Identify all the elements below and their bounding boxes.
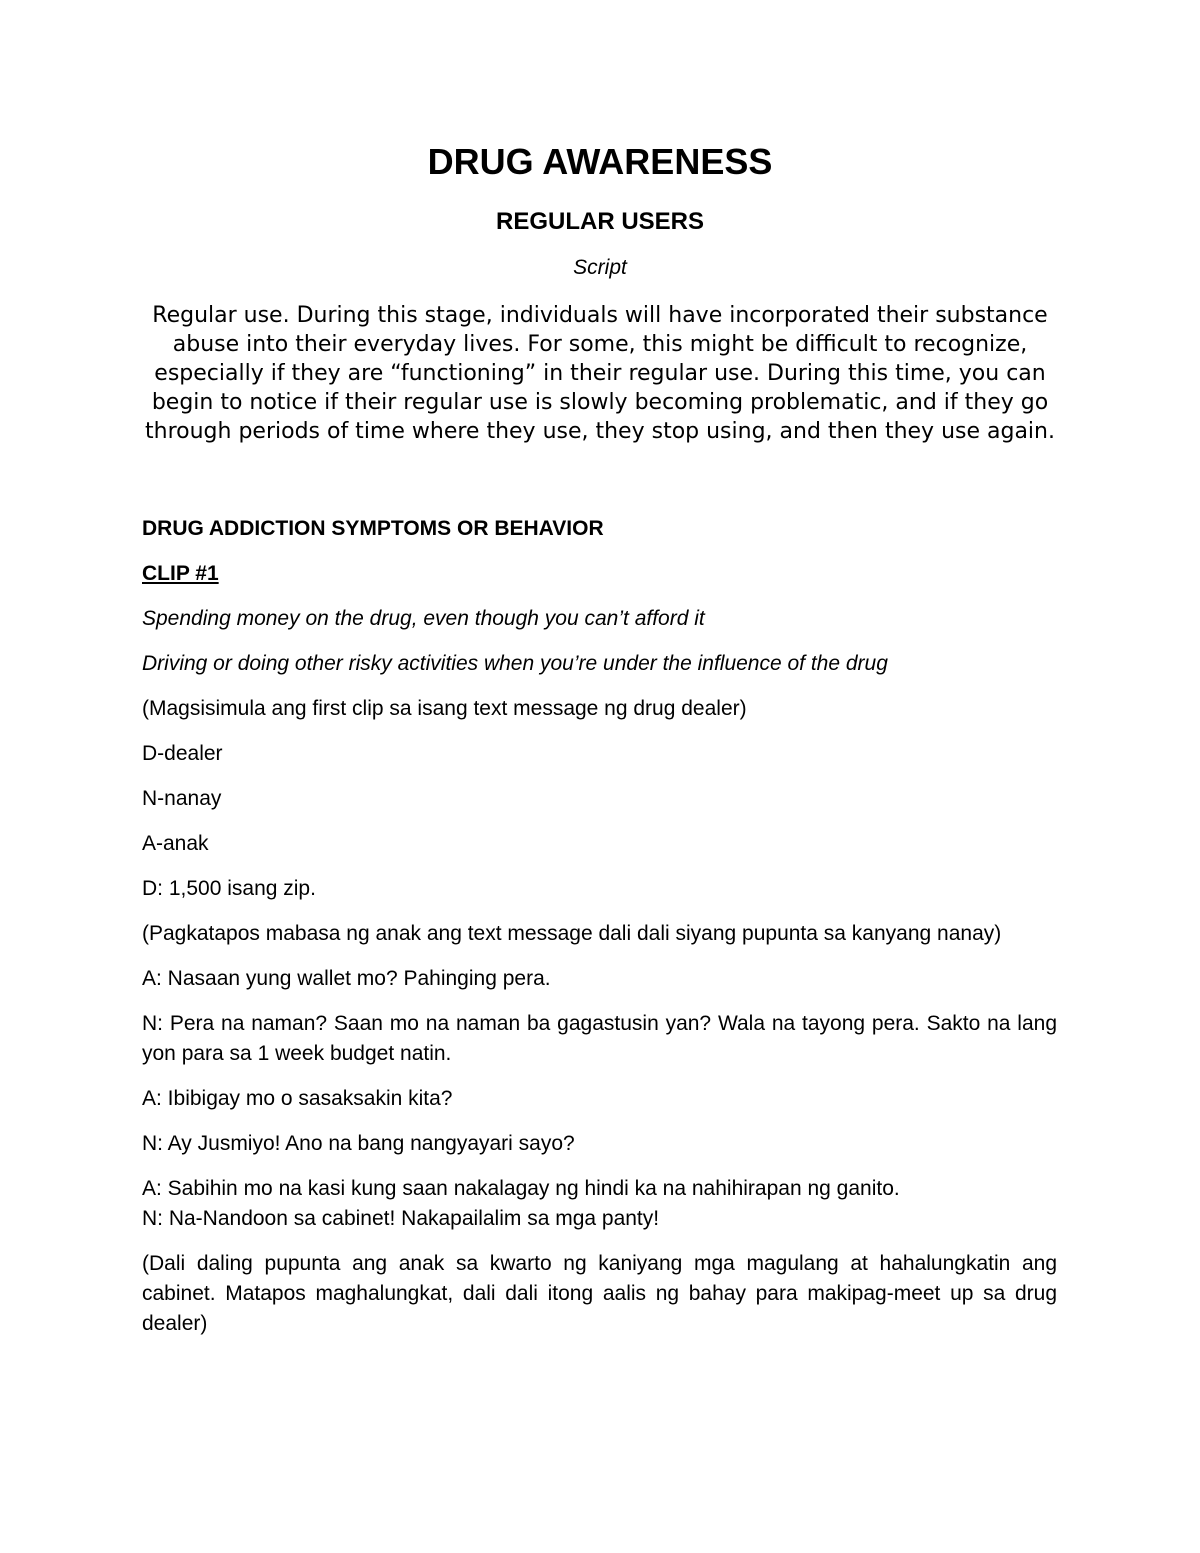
script-label: Script — [573, 256, 627, 279]
stage-direction: (Magsisimula ang first clip sa isang text message ng drug dealer) — [142, 697, 747, 720]
document-subtitle: REGULAR USERS — [495, 208, 705, 235]
dialogue-line: N: Pera na naman? Saan mo na naman ba gagastusin yan? Wala na tayong pera. Sakto na lang yon para sa 1 week budget natin. — [142, 1012, 1057, 1065]
stage-direction: (Pagkatapos mabasa ng anak ang text message dali dali siyang pupunta sa kanyang nanay) — [142, 922, 1002, 945]
script-body — [142, 514, 1057, 1339]
document-title: DRUG AWARENESS — [427, 141, 773, 182]
dialogue-line: A: Sabihin mo na kasi kung saan nakalagay ng hindi ka na nahihirapan ng ganito. — [142, 1177, 900, 1200]
symptom-line: Spending money on the drug, even though you can’t afford it — [142, 607, 705, 630]
dialogue-line: A: Ibibigay mo o sasaksakin kita? — [142, 1087, 453, 1110]
character-legend: N-nanay — [142, 787, 222, 810]
intro-paragraph: Regular use. During this stage, individuals will have incorporated their substance abuse into their everyday lives. For some, this might be difficult to recognize, especially if they are “functioning” in their regular use. During this time, you can begin to notice if their regular use is slowly becoming problematic, and if they go through periods of time where they use, they stop using, and then they use again. — [145, 303, 1055, 444]
dialogue-line: D: 1,500 isang zip. — [142, 877, 316, 900]
dialogue-line: N: Na-Nandoon sa cabinet! Nakapailalim sa mga panty! — [142, 1207, 660, 1230]
stage-direction: (Dali daling pupunta ang anak sa kwarto ng kaniyang mga magulang at hahalungkatin ang cabinet. Matapos maghalungkat, dali dali itong aalis ng bahay para makipag-meet up sa drug dealer) — [142, 1252, 1057, 1335]
character-legend: D-dealer — [142, 742, 223, 765]
dialogue-line: A: Nasaan yung wallet mo? Pahinging pera. — [142, 967, 551, 990]
dialogue-line: N: Ay Jusmiyo! Ano na bang nangyayari sayo? — [142, 1132, 575, 1155]
section-heading: DRUG ADDICTION SYMPTOMS OR BEHAVIOR — [142, 517, 604, 540]
clip-heading: CLIP #1 — [142, 562, 219, 585]
character-legend: A-anak — [142, 832, 209, 855]
symptom-line: Driving or doing other risky activities when you’re under the influence of the drug — [142, 652, 888, 675]
